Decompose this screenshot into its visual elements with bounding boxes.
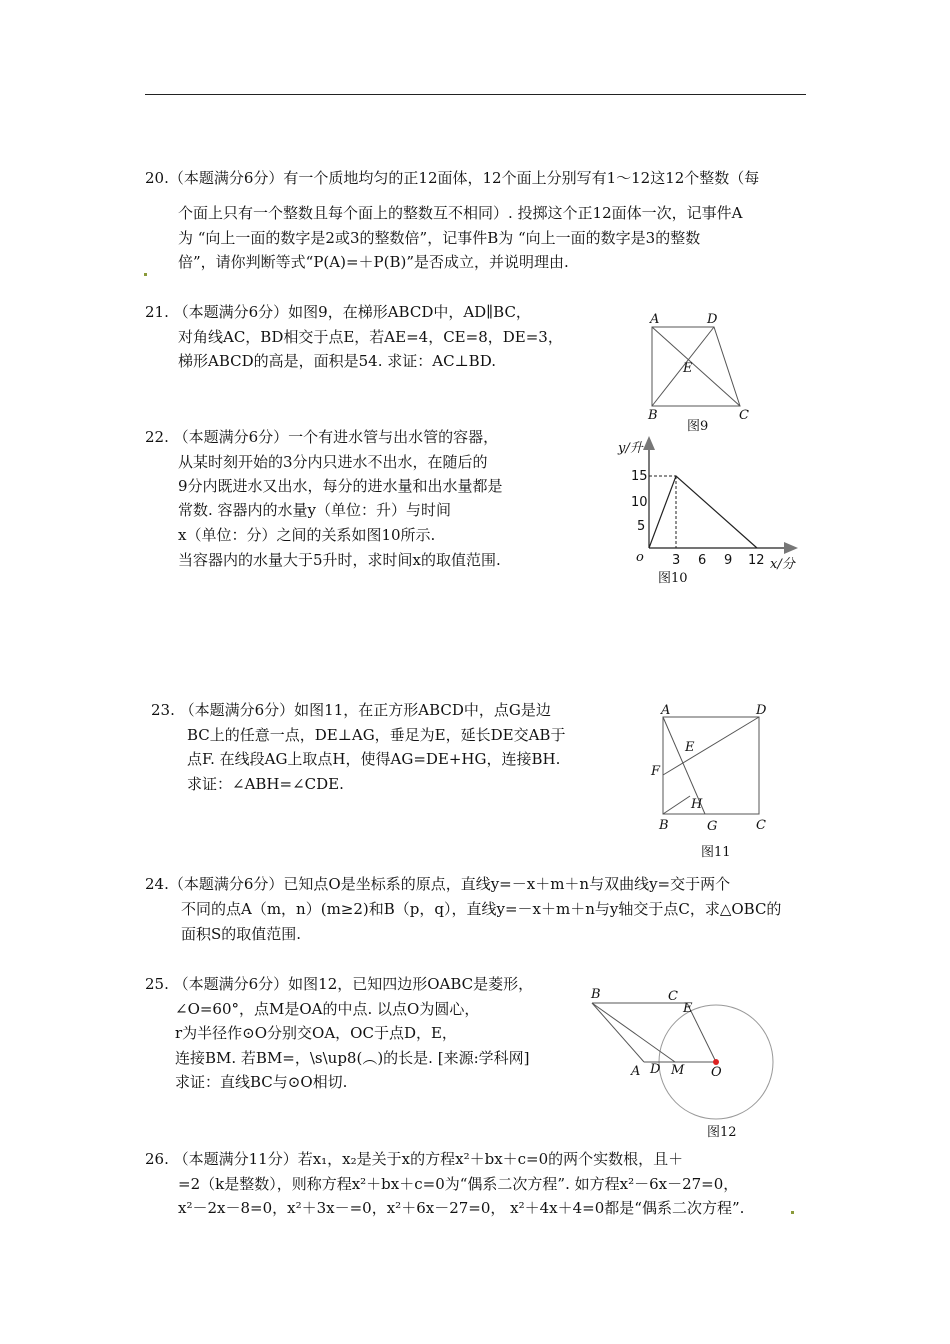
fig11-label-g: G xyxy=(707,819,718,834)
fig9-caption: 图9 xyxy=(687,419,709,434)
q20-line-2: 个面上只有一个整数且每个面上的整数互不相同）. 投掷这个正12面体一次，记事件A xyxy=(178,204,743,222)
q20-line-3: 为 “向上一面的数字是2或3的整数倍”，记事件B为 “向上一面的数字是3的整数 xyxy=(178,229,701,247)
q22-line-2: 从某时刻开始的3分内只进水不出水，在随后的 xyxy=(178,453,488,471)
q20-line-1: 20.（本题满分6分）有一个质地均匀的正12面体，12个面上分别写有1〜12这12个整数（每 xyxy=(145,169,760,187)
figure-9 xyxy=(640,308,770,436)
q21-line-1: 21. （本题满分6分）如图9，在梯形ABCD中，AD∥BC， xyxy=(145,303,531,321)
stray-mark xyxy=(144,273,147,276)
q23-line-1: 23. （本题满分6分）如图11，在正方形ABCD中，点G是边 xyxy=(151,701,551,719)
fig12-caption: 图12 xyxy=(707,1125,737,1140)
fig10-xlabel: x/分 xyxy=(770,557,795,572)
fig10-origin: o xyxy=(636,550,644,565)
fig10-ytick-10: 10 xyxy=(631,495,648,510)
fig12-label-m: M xyxy=(671,1063,685,1078)
q23-line-3: 点F. 在线段AG上取点H，使得AG=DE+HG，连接BH. xyxy=(187,750,561,768)
fig11-label-b: B xyxy=(659,818,669,833)
q21-line-3: 梯形ABCD的高是，面积是54. 求证：AC⊥BD. xyxy=(178,352,496,370)
fig12-label-a: A xyxy=(631,1064,641,1079)
fig9-label-d: D xyxy=(707,312,718,327)
fig11-label-e: E xyxy=(685,740,695,755)
fig9-label-a: A xyxy=(650,312,660,327)
q26-line-3: x²－2x－8=0，x²＋3x－=0，x²＋6x－27=0， x²＋4x＋4=0都是“偶系二次方程”. xyxy=(178,1199,745,1217)
q25-line-1: 25. （本题满分6分）如图12，已知四边形OABC是菱形， xyxy=(145,975,534,993)
q24-line-3: 面积S的取值范围. xyxy=(181,925,302,943)
fig10-ylabel: y/升 xyxy=(618,441,643,456)
fig11-label-a: A xyxy=(661,703,671,718)
figure-10 xyxy=(612,432,807,592)
fig11-label-f: F xyxy=(651,764,661,779)
fig10-xtick-12: 12 xyxy=(748,553,765,568)
q23-line-4: 求证：∠ABH=∠CDE. xyxy=(187,775,344,793)
q26-line-1: 26. （本题满分11分）若x₁，x₂是关于x的方程x²＋bx＋c=0的两个实数根，且＋ xyxy=(145,1150,684,1168)
fig11-label-h: H xyxy=(691,797,703,812)
q25-line-3: r为半径作⊙O分别交OA，OC于点D，E， xyxy=(175,1024,457,1042)
figure-11 xyxy=(645,700,775,865)
q20-line-4: 倍”，请你判断等式“P(A)=＋P(B)”是否成立，并说明理由. xyxy=(178,253,569,271)
fig12-label-o: O xyxy=(711,1065,722,1080)
fig12-label-c: C xyxy=(668,989,678,1004)
q24-line-1: 24.（本题满分6分）已知点O是坐标系的原点，直线y=－x＋m＋n与双曲线y=交于两个 xyxy=(145,875,731,893)
q25-line-5: 求证：直线BC与⊙O相切. xyxy=(175,1073,348,1091)
q23-line-2: BC上的任意一点，DE⊥AG，垂足为E，延长DE交AB于 xyxy=(187,726,566,744)
fig11-caption: 图11 xyxy=(701,845,731,860)
fig9-label-b: B xyxy=(648,408,658,423)
fig10-xtick-6: 6 xyxy=(698,553,707,568)
q26-line-2: =2（k是整数），则称方程x²＋bx＋c=0为“偶系二次方程”. 如方程x²－6x－27=0， xyxy=(178,1175,739,1193)
fig10-ytick-5: 5 xyxy=(637,519,646,534)
fig11-label-d: D xyxy=(756,703,767,718)
fig12-label-b: B xyxy=(591,987,601,1002)
q21-line-2: 对角线AC，BD相交于点E，若AE=4，CE=8，DE=3， xyxy=(178,328,563,346)
figure-12 xyxy=(585,985,780,1145)
fig10-xtick-3: 3 xyxy=(672,553,681,568)
q25-line-4: 连接BM. 若BM=，\s\up8(︵)的长是. [来源:学科网] xyxy=(175,1049,530,1067)
q25-line-2: ∠O=60°，点M是OA的中点. 以点O为圆心， xyxy=(175,1000,480,1018)
fig12-label-d: D xyxy=(650,1062,661,1077)
fig10-xtick-9: 9 xyxy=(724,553,733,568)
fig11-label-c: C xyxy=(756,818,766,833)
fig10-caption: 图10 xyxy=(658,571,688,586)
q22-line-1: 22. （本题满分6分）一个有进水管与出水管的容器， xyxy=(145,428,499,446)
stray-mark xyxy=(791,1211,794,1214)
q22-line-6: 当容器内的水量大于5升时，求时间x的取值范围. xyxy=(178,551,501,569)
fig9-label-c: C xyxy=(739,408,749,423)
q22-line-5: x（单位：分）之间的关系如图10所示. xyxy=(178,526,436,544)
q22-line-3: 9分内既进水又出水，每分的进水量和出水量都是 xyxy=(178,477,503,495)
q22-line-4: 常数. 容器内的水量y（单位：升）与时间 xyxy=(178,501,452,519)
fig10-ytick-15: 15 xyxy=(631,469,648,484)
fig9-label-e: E xyxy=(683,361,693,376)
fig12-label-e: E xyxy=(683,1001,693,1016)
header-rule xyxy=(145,94,806,95)
q24-line-2: 不同的点A（m，n）(m≥2)和B（p，q），直线y=－x＋m＋n与y轴交于点C，求△OBC的 xyxy=(181,900,782,918)
